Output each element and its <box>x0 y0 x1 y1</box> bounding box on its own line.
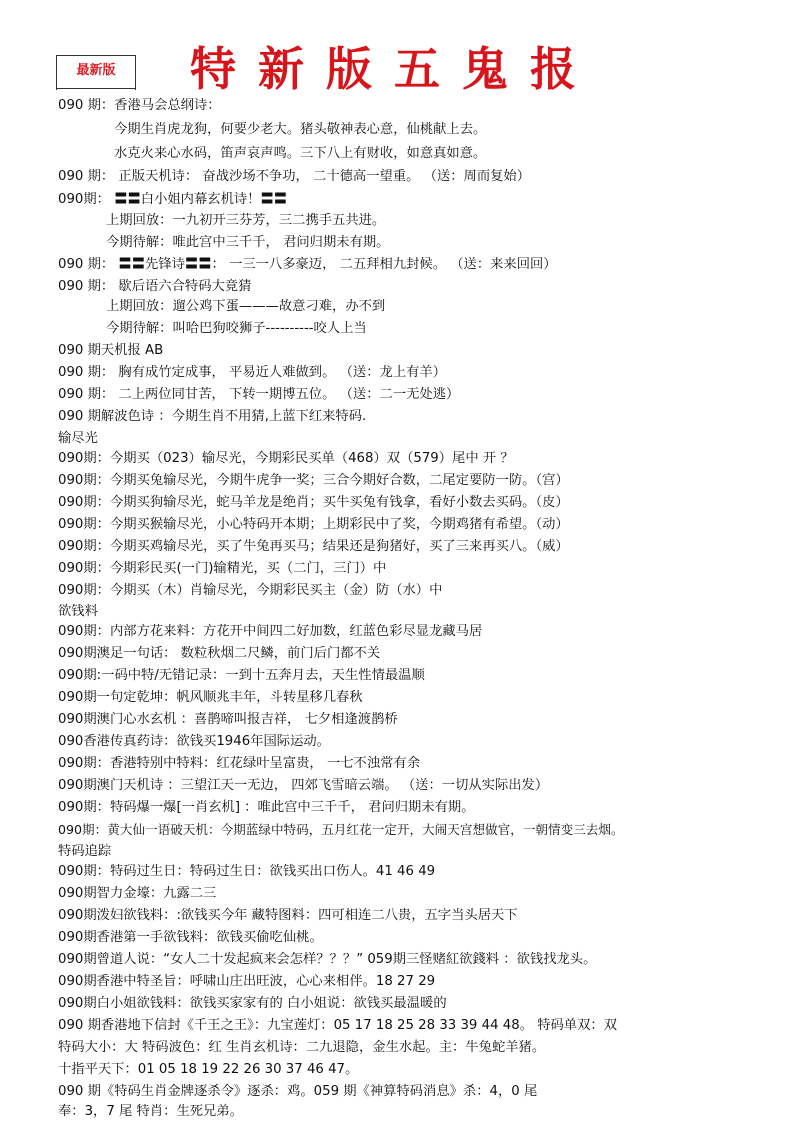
text-line: 090期：特码过生日：特码过生日：欲钱买出口伤人。41 46 49 <box>58 864 436 879</box>
text-line: 090期：今期买（木）肖输尽光，今期彩民买主（金）防（水）中 <box>58 583 443 598</box>
text-line: 090期：今期买鸡输尽光，买了牛兔再买马；结果还是狗猪好，买了三来再买八。（威） <box>58 539 569 554</box>
badge-underline <box>56 88 136 89</box>
text-line: 090 期解波色诗 ：今期生肖不用猜,上蓝下红来特码. <box>58 409 367 424</box>
text-line: 090期澳足一句话： 数粒秋烟二尺鳞，前门后门都不关 <box>58 646 381 661</box>
text-line: 090香港传真药诗：欲钱买1946年国际运动。 <box>58 734 330 749</box>
text-line: 090 期天机报 AB <box>58 343 164 358</box>
text-line: 上期回放：遛公鸡下蛋———故意刁难，办不到 <box>106 299 386 314</box>
text-line: 090 期：香港马会总纲诗： <box>58 98 221 113</box>
text-line: 090 期： 〓〓先锋诗〓〓： 一三一八多豪迈， 二五拜相九封候。 （送：来来回回） <box>58 257 557 272</box>
text-line: 今期待解：唯此宫中三千千， 君问归期未有期。 <box>106 235 390 250</box>
text-line: 特码追踪 <box>58 844 112 859</box>
text-line: 090期：今期彩民买(一门)输精光，买（二门，三门）中 <box>58 561 387 576</box>
text-line: 090期：特码爆一爆[一肖玄机] ：唯此宫中三千千， 君问归期未有期。 <box>58 800 475 815</box>
page-title: 特新版五鬼报 <box>190 42 598 96</box>
text-line: 090期智力金壕：九露二三 <box>58 886 217 901</box>
text-line: 特码大小：大 特码波色：红 生肖玄机诗：二九退隐，金生水起。主：牛兔蛇羊猪。 <box>58 1040 546 1055</box>
text-line: 090期一句定乾坤：帆风顺兆丰年，斗转星移几春秋 <box>58 690 363 705</box>
text-line: 十指平天下：01 05 18 19 22 26 30 37 46 47。 <box>58 1062 359 1077</box>
text-line: 090 期： 胸有成竹定成事， 平易近人难做到。 （送：龙上有羊） <box>58 365 447 380</box>
text-line: 090 期《特码生肖金牌逐杀令》逐杀：鸡。059 期《神算特码消息》杀：4，0 尾 <box>58 1084 538 1099</box>
text-line: 090期：今期买（023）输尽光，今期彩民买单（468）双（579）尾中 开 ？ <box>58 451 514 466</box>
text-line: 上期回放：一九初开三芬芳，三二携手五共进。 <box>106 213 386 228</box>
text-line: 090期：香港特别中特料：红花绿叶呈富贵， 一七不浊常有余 <box>58 756 421 771</box>
text-line: 090期澳门天机诗 ：三望江天一无边， 四郊飞雪暗云端。 （送：一切从实际出发） <box>58 778 549 793</box>
text-line: 输尽光 <box>58 431 98 446</box>
text-line: 090期：今期买狗输尽光，蛇马羊龙是绝肖；买牛买兔有钱拿，看好小数去买码。（皮） <box>58 495 569 510</box>
text-line: 090 期： 歇后语六合特码大竟猜 <box>58 279 252 294</box>
text-line: 今期生肖虎龙狗，何要少老大。猪头敬神表心意，仙桃献上去。 <box>114 122 487 137</box>
text-line: 090期泼妇欲钱料：:欲钱买今年 藏特图料：四可相连二八贵，五字当头居天下 <box>58 908 518 923</box>
text-line: 090期香港第一手欲钱料：欲钱买偷吃仙桃。 <box>58 930 323 945</box>
text-line: 奉：3，7 尾 特肖：生死兄弟。 <box>58 1104 243 1119</box>
text-line: 090 期香港地下信封《千王之王》：九宝莲灯：05 17 18 25 28 33 39 44 48。 特码单双：双 <box>58 1018 617 1033</box>
text-line: 090期： 〓〓白小姐内幕玄机诗！〓〓 <box>58 192 288 207</box>
text-line: 水克火来心水码，笛声哀声鸣。三下八上有财收，如意真如意。 <box>114 146 487 161</box>
text-line: 090期：今期买猴输尽光，小心特码开本期；上期彩民中了奖，今期鸡猪有希望。（动） <box>58 517 569 532</box>
text-line: 090期:一码中特/无错记录：一到十五奔月去，天生性情最温顺 <box>58 668 425 683</box>
text-line: 090 期： 正版天机诗： 奋战沙场不争功， 二十德高一望重。 （送：周而复始） <box>58 169 531 184</box>
text-line: 欲钱料 <box>58 604 98 619</box>
text-line: 090期香港中特圣旨：呼啸山庄出旺波，心心来相伴。18 27 29 <box>58 974 436 989</box>
text-line: 090期白小姐欲钱料：欲钱买家家有的 白小姐说：欲钱买最温暖的 <box>58 996 447 1011</box>
text-line: 090期：黄大仙一语破天机：今期蓝绿中特码，五月红花一定开，大闹天宫想做官，一朝情变三去烟。 <box>58 822 624 837</box>
text-line: 090期：今期买兔输尽光，今期牛虎争一奖；三合今期好合数，二尾定要防一防。（宫） <box>58 473 569 488</box>
text-line: 090期曾道人说：“女人二十发起疯来会怎样？？？” 059期三怪赌紅欲錢料 ：欲钱找龙头。 <box>58 952 597 967</box>
latest-edition-badge: 最新版 <box>56 55 136 90</box>
text-line: 今期待解：叫哈巴狗咬狮子----------咬人上当 <box>106 321 367 336</box>
text-line: 090期：内部方花来料：方花开中间四二好加数，红蓝色彩尽显龙藏马居 <box>58 624 483 639</box>
text-line: 090 期： 二上两位同甘苦， 下转一期博五位。 （送：二一无处逃） <box>58 387 460 402</box>
text-line: 090期澳门心水玄机 ：喜鹊啼叫报吉祥， 七夕相逢渡鹊桥 <box>58 712 398 727</box>
